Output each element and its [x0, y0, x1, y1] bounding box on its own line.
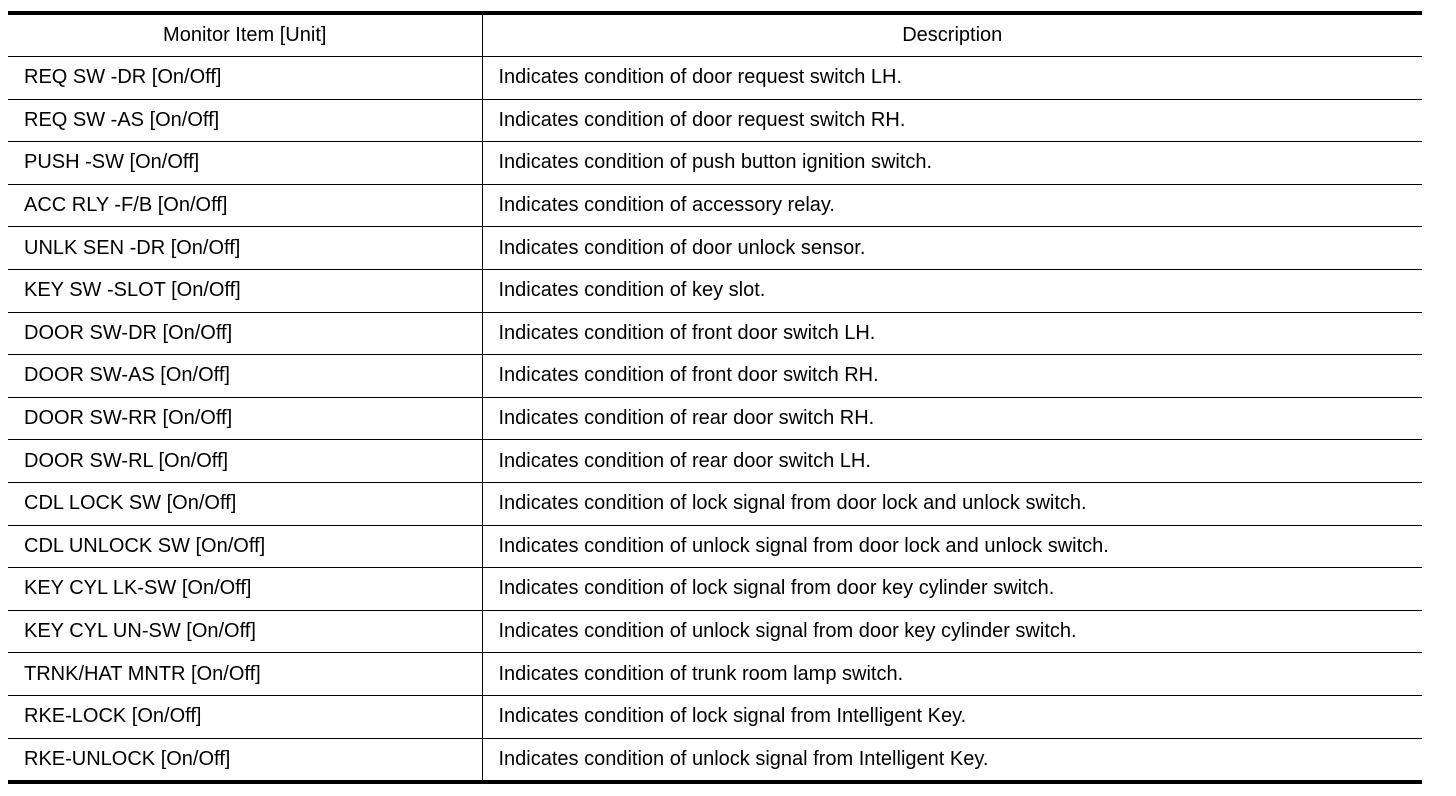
description-cell: Indicates condition of rear door switch LH.: [482, 440, 1422, 483]
table-row: [8, 738, 1422, 782]
monitor-item-cell: DOOR SW-DR [On/Off]: [8, 312, 482, 355]
monitor-item-table: [8, 11, 1422, 784]
description-cell: Indicates condition of front door switch RH.: [482, 355, 1422, 398]
monitor-item-cell: TRNK/HAT MNTR [On/Off]: [8, 653, 482, 696]
table-row: [8, 57, 1422, 100]
monitor-item-cell: RKE-UNLOCK [On/Off]: [8, 738, 482, 782]
monitor-item-cell: DOOR SW-RR [On/Off]: [8, 397, 482, 440]
monitor-item-cell: ACC RLY -F/B [On/Off]: [8, 184, 482, 227]
table-row: [8, 440, 1422, 483]
monitor-item-cell: RKE-LOCK [On/Off]: [8, 695, 482, 738]
monitor-item-cell: CDL UNLOCK SW [On/Off]: [8, 525, 482, 568]
monitor-item-cell: REQ SW -AS [On/Off]: [8, 99, 482, 142]
description-cell: Indicates condition of rear door switch RH.: [482, 397, 1422, 440]
table-row: [8, 355, 1422, 398]
table-row: [8, 312, 1422, 355]
description-cell: Indicates condition of lock signal from door lock and unlock switch.: [482, 482, 1422, 525]
header-monitor-item: Monitor Item [Unit]: [8, 13, 482, 57]
table-header-row: [8, 13, 1422, 57]
header-description: Description: [482, 13, 1422, 57]
description-cell: Indicates condition of push button ignition switch.: [482, 142, 1422, 185]
monitor-item-cell: KEY CYL UN-SW [On/Off]: [8, 610, 482, 653]
table-row: [8, 184, 1422, 227]
description-cell: Indicates condition of unlock signal from door key cylinder switch.: [482, 610, 1422, 653]
monitor-item-cell: KEY CYL LK-SW [On/Off]: [8, 568, 482, 611]
description-cell: Indicates condition of lock signal from door key cylinder switch.: [482, 568, 1422, 611]
description-cell: Indicates condition of unlock signal from door lock and unlock switch.: [482, 525, 1422, 568]
table-row: [8, 482, 1422, 525]
monitor-item-cell: DOOR SW-AS [On/Off]: [8, 355, 482, 398]
table-row: [8, 99, 1422, 142]
table-row: [8, 142, 1422, 185]
monitor-item-cell: DOOR SW-RL [On/Off]: [8, 440, 482, 483]
description-cell: Indicates condition of unlock signal from Intelligent Key.: [482, 738, 1422, 782]
table-row: [8, 269, 1422, 312]
table-row: [8, 227, 1422, 270]
monitor-item-cell: REQ SW -DR [On/Off]: [8, 57, 482, 100]
monitor-item-cell: UNLK SEN -DR [On/Off]: [8, 227, 482, 270]
table-body: [8, 57, 1422, 783]
description-cell: Indicates condition of door request switch LH.: [482, 57, 1422, 100]
description-cell: Indicates condition of front door switch LH.: [482, 312, 1422, 355]
description-cell: Indicates condition of key slot.: [482, 269, 1422, 312]
description-cell: Indicates condition of trunk room lamp switch.: [482, 653, 1422, 696]
description-cell: Indicates condition of accessory relay.: [482, 184, 1422, 227]
table-row: [8, 568, 1422, 611]
description-cell: Indicates condition of door unlock sensor.: [482, 227, 1422, 270]
table-row: [8, 695, 1422, 738]
description-cell: Indicates condition of door request switch RH.: [482, 99, 1422, 142]
table-row: [8, 525, 1422, 568]
description-cell: Indicates condition of lock signal from Intelligent Key.: [482, 695, 1422, 738]
monitor-item-table-container: [8, 11, 1422, 784]
monitor-item-cell: CDL LOCK SW [On/Off]: [8, 482, 482, 525]
table-row: [8, 653, 1422, 696]
monitor-item-cell: KEY SW -SLOT [On/Off]: [8, 269, 482, 312]
table-row: [8, 397, 1422, 440]
table-row: [8, 610, 1422, 653]
monitor-item-cell: PUSH -SW [On/Off]: [8, 142, 482, 185]
